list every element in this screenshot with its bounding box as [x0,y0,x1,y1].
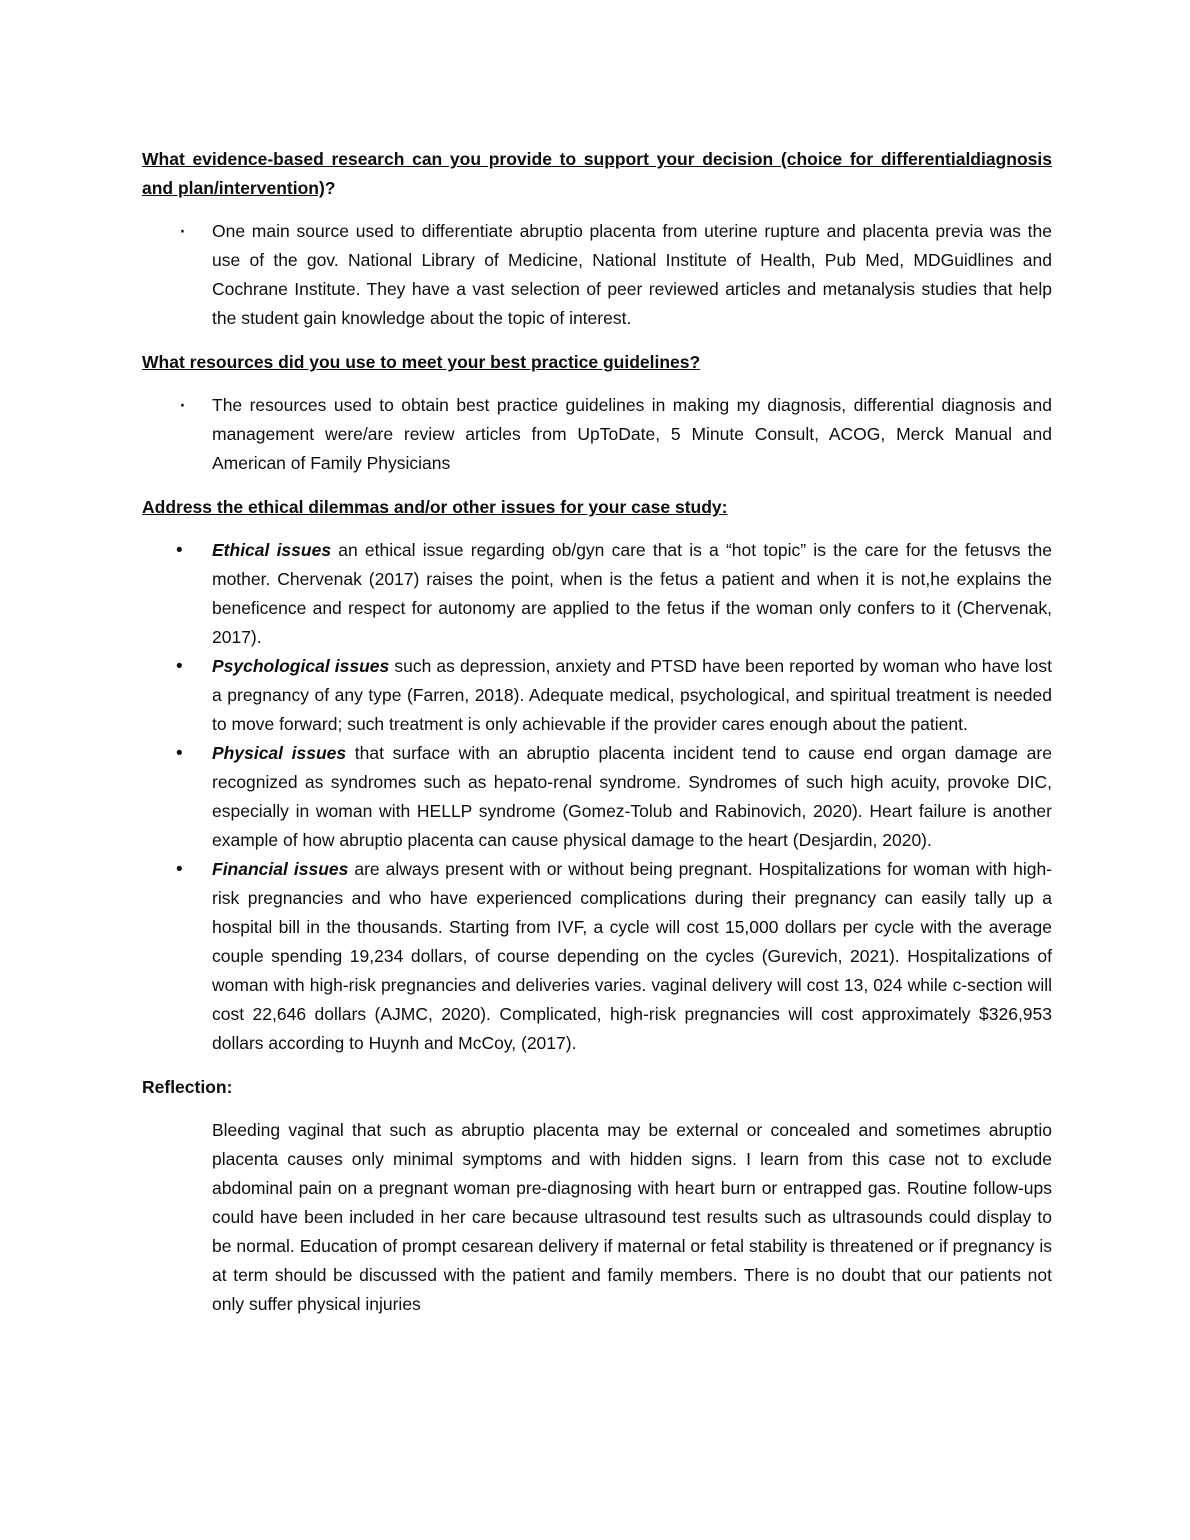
heading-evidence-text: What evidence-based research can you provide to support your decision (choice for differentialdiagnosis and plan/intervention) [142,149,1052,198]
resources-bullet-item [142,391,1052,478]
ethics-bullet-list [142,536,1052,1058]
heading-evidence-question [142,145,1052,203]
heading-ethical-text: Address the ethical dilemmas and/or other issues for your case study: [142,497,728,517]
reflection-paragraph: Bleeding vaginal that such as abruptio placenta may be external or concealed and sometimes abruptio placenta causes only minimal symptoms and with hidden signs. I learn from this case not to exclude abdominal pain on a pregnant woman pre-diagnosing with heart burn or entrapped gas. Routine follow-ups could have been included in her care because ultrasound test results such as ultrasounds could display to be normal. Education of prompt cesarean delivery if maternal or fetal stability is threatened or if pregnancy is at term should be discussed with the patient and family members. There is no doubt that our patients not only suffer physical injuries [212,1120,1052,1314]
heading-reflection [142,1073,1052,1102]
resources-bullet-list [142,391,1052,478]
ethics-bullet-ethical [142,536,1052,652]
financial-issues-lead: Financial issues [212,859,349,879]
psychological-issues-text: such as depression, anxiety and PTSD have been reported by woman who have lost a pregnancy of any type (Farren, 2018). Adequate medical, psychological, and spiritual treatment is needed to move forward; such treatment is only achievable if the provider cares enough about the patient. [212,656,1052,734]
heading-reflection-text: Reflection: [142,1077,233,1097]
evidence-bullet-text: One main source used to differentiate abruptio placenta from uterine rupture and placenta previa was the use of the gov. National Library of Medicine, National Institute of Health, Pub Med, MDGuidlines and Cochrane Institute. They have a vast selection of peer reviewed articles and metanalysis studies that help the student gain knowledge about the topic of interest. [212,221,1052,328]
heading-evidence-suffix: ? [324,178,336,198]
financial-issues-text: are always present with or without being pregnant. Hospitalizations for woman with high-risk pregnancies and who have experienced complications during their pregnancy can easily tally up a hospital bill in the thousands. Starting from IVF, a cycle will cost 15,000 dollars per cycle with the average couple spending 19,234 dollars, of course depending on the cycles (Gurevich, 2021). Hospitalizations of woman with high-risk pregnancies and deliveries varies. vaginal delivery will cost 13, 024 while c-section will cost 22,646 dollars (AJMC, 2020). Complicated, high-risk pregnancies will cost approximately $326,953 dollars according to Huynh and McCoy, (2017). [212,859,1053,1053]
ethics-bullet-financial [142,855,1052,1058]
ethics-bullet-psychological [142,652,1052,739]
heading-ethical-dilemmas [142,493,1052,522]
ethical-issues-lead: Ethical issues [212,540,332,560]
resources-bullet-text: The resources used to obtain best practice guidelines in making my diagnosis, differential diagnosis and management were/are review articles from UpToDate, 5 Minute Consult, ACOG, Merck Manual and American of Family Physicians [212,395,1052,473]
evidence-bullet-item [142,217,1052,333]
physical-issues-lead: Physical issues [212,743,347,763]
psychological-issues-lead: Psychological issues [212,656,390,676]
heading-resources-text: What resources did you use to meet your best practice guidelines? [142,352,701,372]
ethical-issues-text: an ethical issue regarding ob/gyn care that is a “hot topic” is the care for the fetusvs the mother. Chervenak (2017) raises the point, when is the fetus a patient and when it is not,he explains the beneficence and respect for autonomy are applied to the fetus if the woman only confers to it (Chervenak, 2017). [212,540,1052,647]
evidence-bullet-list [142,217,1052,333]
ethics-bullet-physical [142,739,1052,855]
heading-resources-question [142,348,1052,377]
physical-issues-text: that surface with an abruptio placenta incident tend to cause end organ damage are recognized as syndromes such as hepato-renal syndrome. Syndromes of such high acuity, provoke DIC, especially in woman with HELLP syndrome (Gomez-Tolub and Rabinovich, 2020). Heart failure is another example of how abruptio placenta can cause physical damage to the heart (Desjardin, 2020). [212,743,1052,850]
